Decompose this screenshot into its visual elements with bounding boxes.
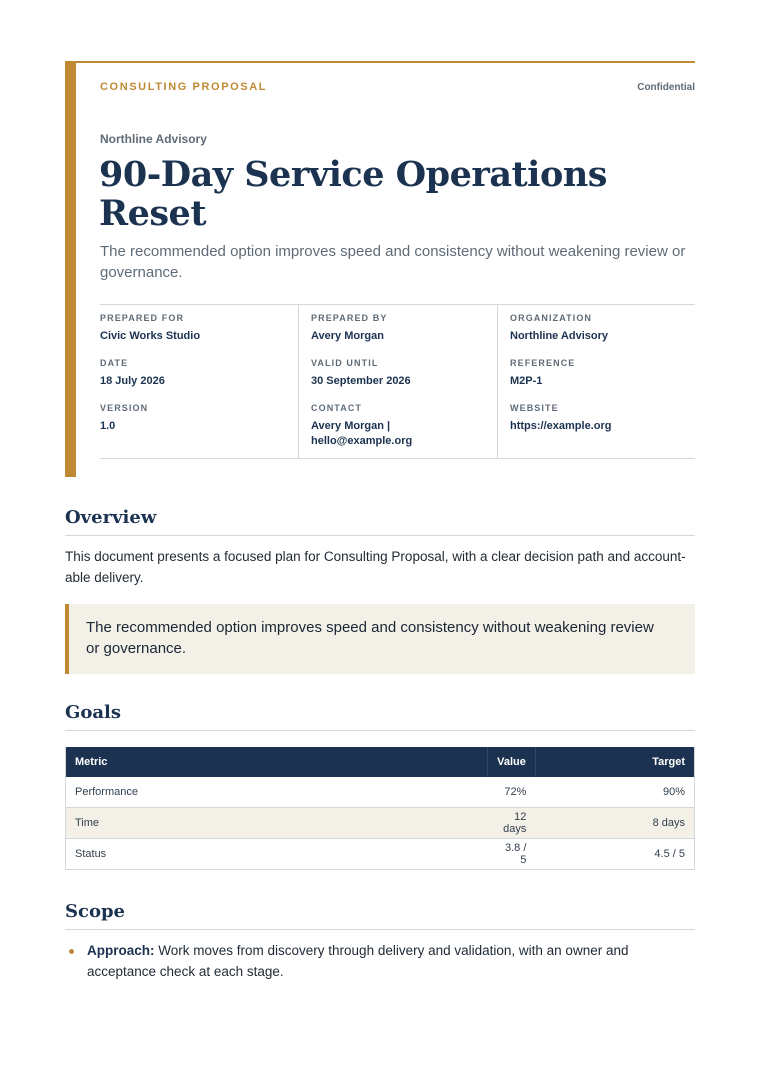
meta-label: WEBSITE bbox=[510, 403, 559, 413]
meta-label: PREPARED FOR bbox=[100, 313, 185, 323]
table-cell: 12 days bbox=[488, 808, 536, 839]
cover-top-rule bbox=[65, 61, 695, 63]
column-header-value: Value bbox=[488, 747, 536, 777]
scope-heading: Scope bbox=[65, 901, 695, 930]
bullet-icon bbox=[69, 949, 74, 954]
meta-value: Civic Works Studio bbox=[100, 330, 201, 342]
table-row bbox=[66, 808, 695, 839]
goals-table bbox=[65, 747, 695, 870]
list-item-text: Work moves from discovery through delivery and validation, with an owner and acceptance check at each stage. bbox=[87, 943, 629, 979]
meta-organization bbox=[510, 313, 690, 344]
table-header-row bbox=[66, 747, 695, 777]
meta-value: 18 July 2026 bbox=[100, 375, 165, 387]
table-cell: Time bbox=[66, 808, 488, 839]
document-title: 90-Day Service Operations Reset bbox=[99, 154, 607, 234]
meta-label: DATE bbox=[100, 358, 129, 368]
meta-value-contact[interactable]: Avery Morgan | hello@example.org bbox=[311, 420, 413, 447]
meta-label: CONTACT bbox=[311, 403, 363, 413]
meta-valid-until bbox=[311, 358, 491, 389]
document-subtitle: The recommended option improves speed and consistency without weakening review or governance. bbox=[100, 243, 686, 281]
document-kicker: CONSULTING PROPOSAL bbox=[100, 81, 268, 93]
meta-value: 30 September 2026 bbox=[311, 375, 411, 387]
cover-block bbox=[65, 61, 695, 477]
column-header-metric: Metric bbox=[66, 747, 488, 777]
overview-callout: The recommended option improves speed and consistency without weakening review or governance. bbox=[65, 604, 695, 674]
metadata-grid bbox=[100, 304, 695, 459]
metadata-column bbox=[100, 305, 298, 458]
overview-heading: Overview bbox=[65, 507, 695, 536]
table-cell: 4.5 / 5 bbox=[535, 839, 694, 870]
list-item bbox=[65, 940, 695, 982]
meta-value-website-link[interactable]: https://example.org bbox=[510, 420, 612, 432]
table-cell: 3.8 / 5 bbox=[488, 839, 536, 870]
table-cell: Performance bbox=[66, 777, 488, 808]
meta-contact bbox=[311, 403, 461, 449]
metadata-column bbox=[497, 305, 695, 458]
meta-value: Northline Advisory bbox=[510, 330, 608, 342]
meta-label: ORGANIZATION bbox=[510, 313, 593, 323]
meta-label: VERSION bbox=[100, 403, 149, 413]
table-cell: 8 days bbox=[535, 808, 694, 839]
organization-name: Northline Advisory bbox=[100, 132, 207, 146]
confidential-label: Confidential bbox=[637, 82, 695, 93]
column-header-target: Target bbox=[535, 747, 694, 777]
metadata-column bbox=[298, 305, 497, 458]
overview-paragraph: This document presents a focused plan for Consulting Proposal, with a clear decision path and account-able delivery. bbox=[65, 549, 686, 585]
cover-accent-bar bbox=[65, 61, 76, 477]
meta-label: REFERENCE bbox=[510, 358, 576, 368]
meta-version bbox=[100, 403, 280, 434]
meta-prepared-for bbox=[100, 313, 280, 344]
meta-reference bbox=[510, 358, 690, 389]
meta-date bbox=[100, 358, 280, 389]
scope-list bbox=[65, 940, 695, 982]
table-cell: 72% bbox=[488, 777, 536, 808]
meta-value: M2P-1 bbox=[510, 375, 543, 387]
table-row bbox=[66, 777, 695, 808]
list-item-label: Approach: bbox=[87, 943, 155, 958]
meta-value: 1.0 bbox=[100, 420, 116, 432]
table-cell: Status bbox=[66, 839, 488, 870]
meta-website bbox=[510, 403, 690, 434]
meta-label: VALID UNTIL bbox=[311, 358, 379, 368]
goals-heading: Goals bbox=[65, 702, 695, 731]
meta-prepared-by bbox=[311, 313, 491, 344]
table-cell: 90% bbox=[535, 777, 694, 808]
table-row bbox=[66, 839, 695, 870]
meta-label: PREPARED BY bbox=[311, 313, 388, 323]
meta-value: Avery Morgan bbox=[311, 330, 384, 342]
